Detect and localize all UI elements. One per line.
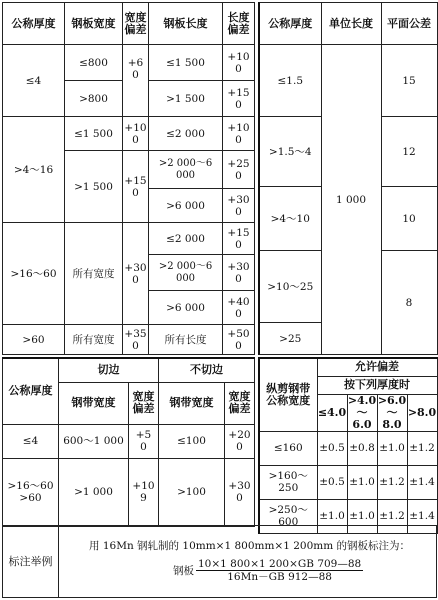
thickness-cell: >10～25 xyxy=(259,251,321,323)
tolerance-cell: 15 xyxy=(381,45,437,117)
length-dev-cell: +40 0 xyxy=(223,291,255,325)
slit-width-cell: >250～ 600 xyxy=(259,499,317,533)
width-dev-cell: +15 0 xyxy=(123,151,149,223)
tolerance-cell: 8 xyxy=(381,251,437,355)
width-cell: ≤800 xyxy=(65,45,123,81)
width-cell: >1 500 xyxy=(65,151,123,223)
tolerance-cell: 10 xyxy=(381,187,437,251)
header-width-deviation: 宽度 偏差 xyxy=(225,382,255,424)
header-length-deviation: 长度 偏差 xyxy=(223,3,255,45)
thickness-col-header: >8.0 xyxy=(407,394,437,431)
width-dev-cell: +10 0 xyxy=(123,117,149,151)
thickness-cell: >16～60 >60 xyxy=(3,458,59,526)
thickness-cell: >1.5～4 xyxy=(259,117,321,187)
width-cell: 所有宽度 xyxy=(65,223,123,325)
thickness-cell: >16～60 xyxy=(3,223,65,325)
uncut-dev-cell: +30 0 xyxy=(225,458,255,526)
length-cell: >6 000 xyxy=(149,189,223,223)
header-strip-width: 钢带宽度 xyxy=(59,382,129,424)
marking-formula xyxy=(173,558,363,583)
thickness-cell: ≤4 xyxy=(3,424,59,458)
deviation-cell: ±1.4 xyxy=(407,465,437,499)
width-dev-cell: +35 0 xyxy=(123,325,149,355)
cut-dev-cell: +10 9 xyxy=(129,458,159,526)
length-cell: 所有长度 xyxy=(149,325,223,355)
slit-width-cell: >160～ 250 xyxy=(259,465,317,499)
width-cell: >800 xyxy=(65,81,123,117)
uncut-width-cell: ≤100 xyxy=(159,424,225,458)
length-dev-cell: +50 0 xyxy=(223,325,255,355)
header-strip-width: 钢带宽度 xyxy=(159,382,225,424)
width-cell: ≤1 500 xyxy=(65,117,123,151)
length-cell: >2 000～6 000 xyxy=(149,151,223,189)
thickness-cell: ≤1.5 xyxy=(259,45,321,117)
slit-strip-table xyxy=(258,357,438,534)
width-dev-cell: +30 0 xyxy=(123,223,149,325)
deviation-cell: ±1.0 xyxy=(377,431,407,465)
thickness-cell: >4～10 xyxy=(259,187,321,251)
deviation-cell: ±1.0 xyxy=(317,499,347,533)
uncut-dev-cell: +20 0 xyxy=(225,424,255,458)
length-cell: ≤1 500 xyxy=(149,45,223,81)
length-cell: ≤2 000 xyxy=(149,117,223,151)
uncut-width-cell: >100 xyxy=(159,458,225,526)
length-dev-cell: +15 0 xyxy=(223,223,255,255)
length-dev-cell: +30 0 xyxy=(223,189,255,223)
plate-deviation-table xyxy=(2,2,255,355)
header-width-deviation: 宽度 偏差 xyxy=(123,3,149,45)
header-unit-length: 单位长度 xyxy=(321,3,381,45)
deviation-cell: ±1.2 xyxy=(377,499,407,533)
width-dev-cell: +6 0 xyxy=(123,45,149,117)
header-uncut-edge: 不切边 xyxy=(159,358,255,382)
cut-dev-cell: +5 0 xyxy=(129,424,159,458)
unit-length-cell: 1 000 xyxy=(321,45,381,355)
length-dev-cell: +10 0 xyxy=(223,117,255,151)
thickness-cell: >4～16 xyxy=(3,117,65,223)
formula-fraction xyxy=(196,558,363,583)
cut-width-cell: >1 000 xyxy=(59,458,129,526)
deviation-cell: ±1.0 xyxy=(347,465,377,499)
length-dev-cell: +10 0 xyxy=(223,45,255,81)
length-cell: >6 000 xyxy=(149,291,223,325)
width-cell: 所有宽度 xyxy=(65,325,123,355)
thickness-col-header: >4.0～ 6.0 xyxy=(347,394,377,431)
deviation-cell: ±0.5 xyxy=(317,465,347,499)
formula-denominator: 16Mn－GB 912—88 xyxy=(227,571,332,583)
formula-prefix: 钢板 xyxy=(173,564,194,577)
length-dev-cell: +15 0 xyxy=(223,81,255,117)
length-cell: >2 000～6 000 xyxy=(149,255,223,291)
length-cell: ≤2 000 xyxy=(149,223,223,255)
header-thickness: 公称厚度 xyxy=(3,3,65,45)
header-by-thickness: 按下列厚度时 xyxy=(317,376,437,394)
thickness-cell: ≤4 xyxy=(3,45,65,117)
deviation-cell: ±0.8 xyxy=(347,431,377,465)
marking-example-content xyxy=(59,526,437,598)
thickness-cell: >25 xyxy=(259,323,321,355)
header-width-deviation: 宽度 偏差 xyxy=(129,382,159,424)
marking-example-table xyxy=(2,525,437,598)
deviation-cell: ±1.4 xyxy=(407,499,437,533)
thickness-cell: >60 xyxy=(3,325,65,355)
thickness-col-header: ≤4.0 xyxy=(317,394,347,431)
deviation-cell: ±0.5 xyxy=(317,431,347,465)
marking-example-text: 用 16Mn 钢轧制的 10mm×1 800mm×1 200mm 的钢板标注为： xyxy=(89,540,411,552)
slit-width-cell: ≤160 xyxy=(259,431,317,465)
header-flatness-tolerance: 平面公差 xyxy=(381,3,437,45)
marking-example-label: 标注举例 xyxy=(3,526,59,598)
header-thickness: 公称厚度 xyxy=(3,358,59,424)
thickness-col-header: >6.0～ 8.0 xyxy=(377,394,407,431)
header-slit-width: 纵剪钢带 公称宽度 xyxy=(259,358,317,431)
header-thickness: 公称厚度 xyxy=(259,3,321,45)
strip-width-table xyxy=(2,357,255,527)
deviation-cell: ±1.0 xyxy=(347,499,377,533)
length-dev-cell: +25 0 xyxy=(223,151,255,189)
tolerance-cell: 12 xyxy=(381,117,437,187)
standards-sheet xyxy=(2,2,436,598)
formula-numerator: 10×1 800×1 200×GB 709—88 xyxy=(198,558,362,570)
flatness-table xyxy=(258,2,438,355)
deviation-cell: ±1.2 xyxy=(377,465,407,499)
header-cut-edge: 切边 xyxy=(59,358,159,382)
header-plate-length: 钢板长度 xyxy=(149,3,223,45)
length-dev-cell: +30 0 xyxy=(223,255,255,291)
header-allowed-deviation: 允许偏差 xyxy=(317,358,437,376)
cut-width-cell: 600～1 000 xyxy=(59,424,129,458)
header-plate-width: 钢板宽度 xyxy=(65,3,123,45)
deviation-cell: ±1.2 xyxy=(407,431,437,465)
length-cell: >1 500 xyxy=(149,81,223,117)
